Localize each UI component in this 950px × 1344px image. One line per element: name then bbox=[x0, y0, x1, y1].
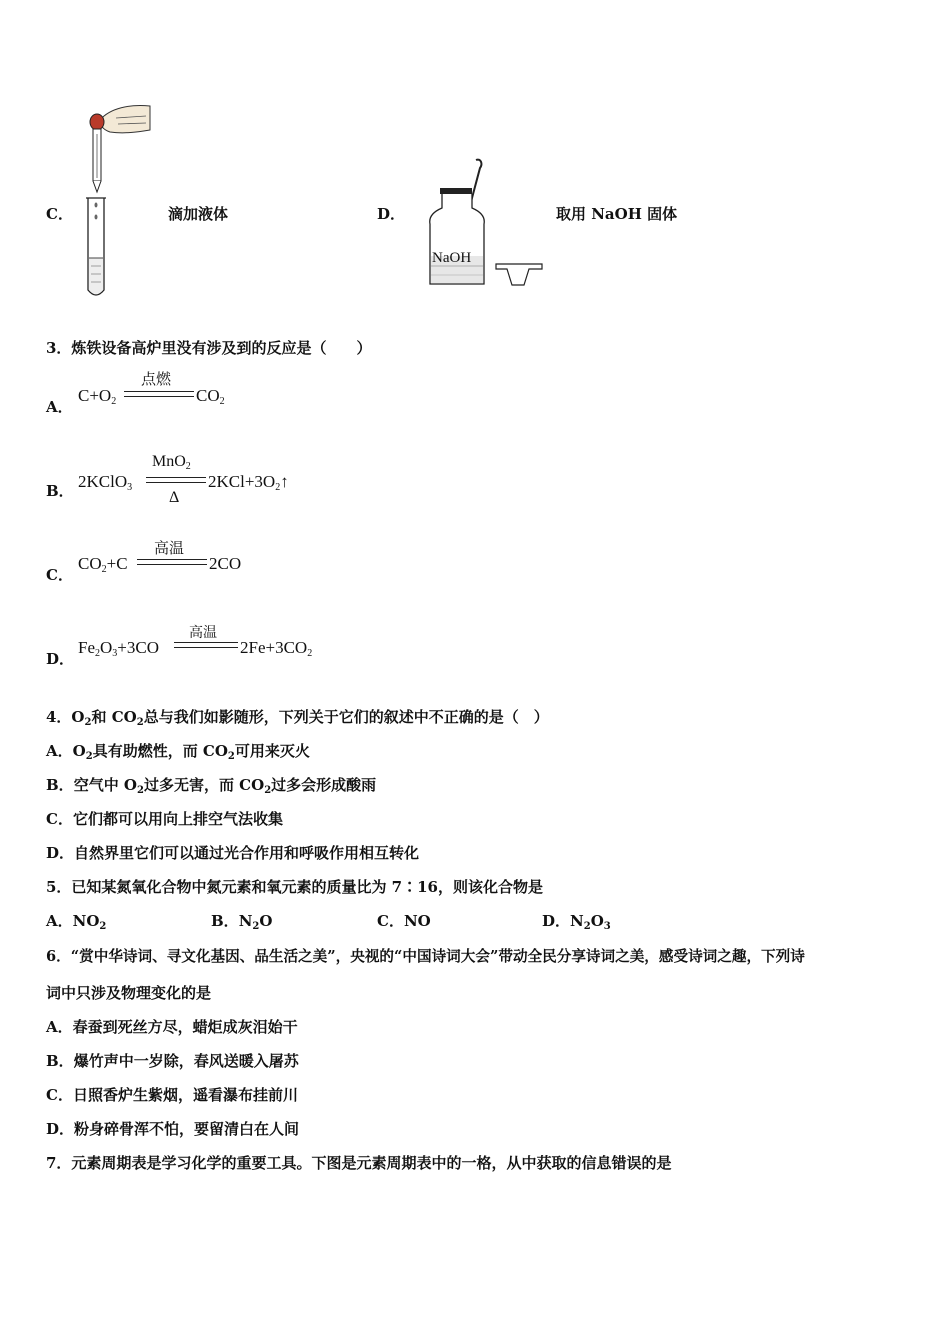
question-stem: 3．炼铁设备高炉里没有涉及到的反应是（ ） bbox=[46, 339, 372, 357]
catalyst-label: MnO$_2$ bbox=[152, 453, 191, 472]
question-stem: 6．“赏中华诗词、寻文化基因、品生活之美”，央视的“中国诗词大会”带动全民分享诗词之美，感受诗词之趣，下列诗 bbox=[46, 948, 805, 965]
option-letter: C． bbox=[46, 566, 73, 584]
heat-label: Δ bbox=[169, 489, 180, 506]
option-d: D．粉身碎骨浑不怕，要留清白在人间 bbox=[46, 1120, 300, 1138]
option-b: B．$N_2O$ bbox=[211, 912, 273, 932]
option-c: C．它们都可以用向上排空气法收集 bbox=[46, 810, 283, 828]
option-b: B．空气中 $O_2$过多无害，而 $CO_2$过多会形成酸雨 bbox=[46, 776, 377, 796]
option-d: D．$N_2O_3$ bbox=[542, 912, 611, 932]
equation-right: $2KCl+3O_2↑$ bbox=[208, 472, 289, 493]
option-caption: 取用 NaOH 固体 bbox=[556, 205, 678, 223]
bottle-label: NaOH bbox=[432, 250, 472, 266]
option-d: D．自然界里它们可以通过光合作用和呼吸作用相互转化 bbox=[46, 844, 420, 862]
equation-right: 2CO bbox=[209, 554, 242, 573]
option-b: B．爆竹声中一岁除，春风送暖入屠苏 bbox=[46, 1052, 299, 1070]
equation-sign bbox=[146, 477, 206, 483]
option-letter: A． bbox=[46, 398, 73, 416]
option-letter: D． bbox=[377, 205, 406, 223]
question-stem: 4．$O_2$和 $CO_2$总与我们如影随形，下列关于它们的叙述中不正确的是（ ） bbox=[46, 708, 549, 728]
equation-right: $CO_2$ bbox=[196, 386, 225, 407]
option-a: A．春蚕到死丝方尽，蜡炬成灰泪始干 bbox=[46, 1018, 298, 1036]
condition-label: 高温 bbox=[189, 626, 217, 641]
equation-left: $Fe_2O_3+3CO$ bbox=[78, 638, 159, 659]
question-stem-continued: 词中只涉及物理变化的是 bbox=[46, 984, 212, 1002]
equation-right: $2Fe+3CO_2$ bbox=[240, 638, 313, 659]
option-letter: D． bbox=[46, 650, 75, 668]
condition-label: 高温 bbox=[154, 541, 185, 557]
option-c: C．日照香炉生紫烟，遥看瀑布挂前川 bbox=[46, 1086, 298, 1104]
equation-left: 2KClO$_3$ bbox=[78, 472, 133, 493]
equation-sign bbox=[124, 391, 194, 397]
dropper-test-tube-illustration bbox=[80, 100, 155, 305]
equation-left: $C+O_2$ bbox=[78, 386, 117, 407]
option-letter: B． bbox=[46, 482, 74, 500]
question-stem: 7．元素周期表是学习化学的重要工具。下图是元素周期表中的一格，从中获取的信息错误的是 bbox=[46, 1154, 672, 1172]
option-a: A．$O_2$具有助燃性，而 $CO_2$可用来灭火 bbox=[46, 742, 310, 762]
option-letter: C． bbox=[46, 205, 73, 223]
option-a: A．$NO_2$ bbox=[46, 912, 107, 932]
question-stem: 5．已知某氮氧化合物中氮元素和氧元素的质量比为 7∶16，则该化合物是 bbox=[46, 878, 543, 896]
equation-sign bbox=[137, 559, 207, 565]
option-caption: 滴加液体 bbox=[168, 205, 229, 223]
equation-left: $CO_2+C$ bbox=[78, 554, 128, 575]
condition-label: 点燃 bbox=[141, 372, 172, 388]
equation-sign bbox=[174, 642, 238, 648]
naoh-bottle-illustration bbox=[424, 158, 546, 293]
option-c: C．NO bbox=[377, 912, 431, 930]
